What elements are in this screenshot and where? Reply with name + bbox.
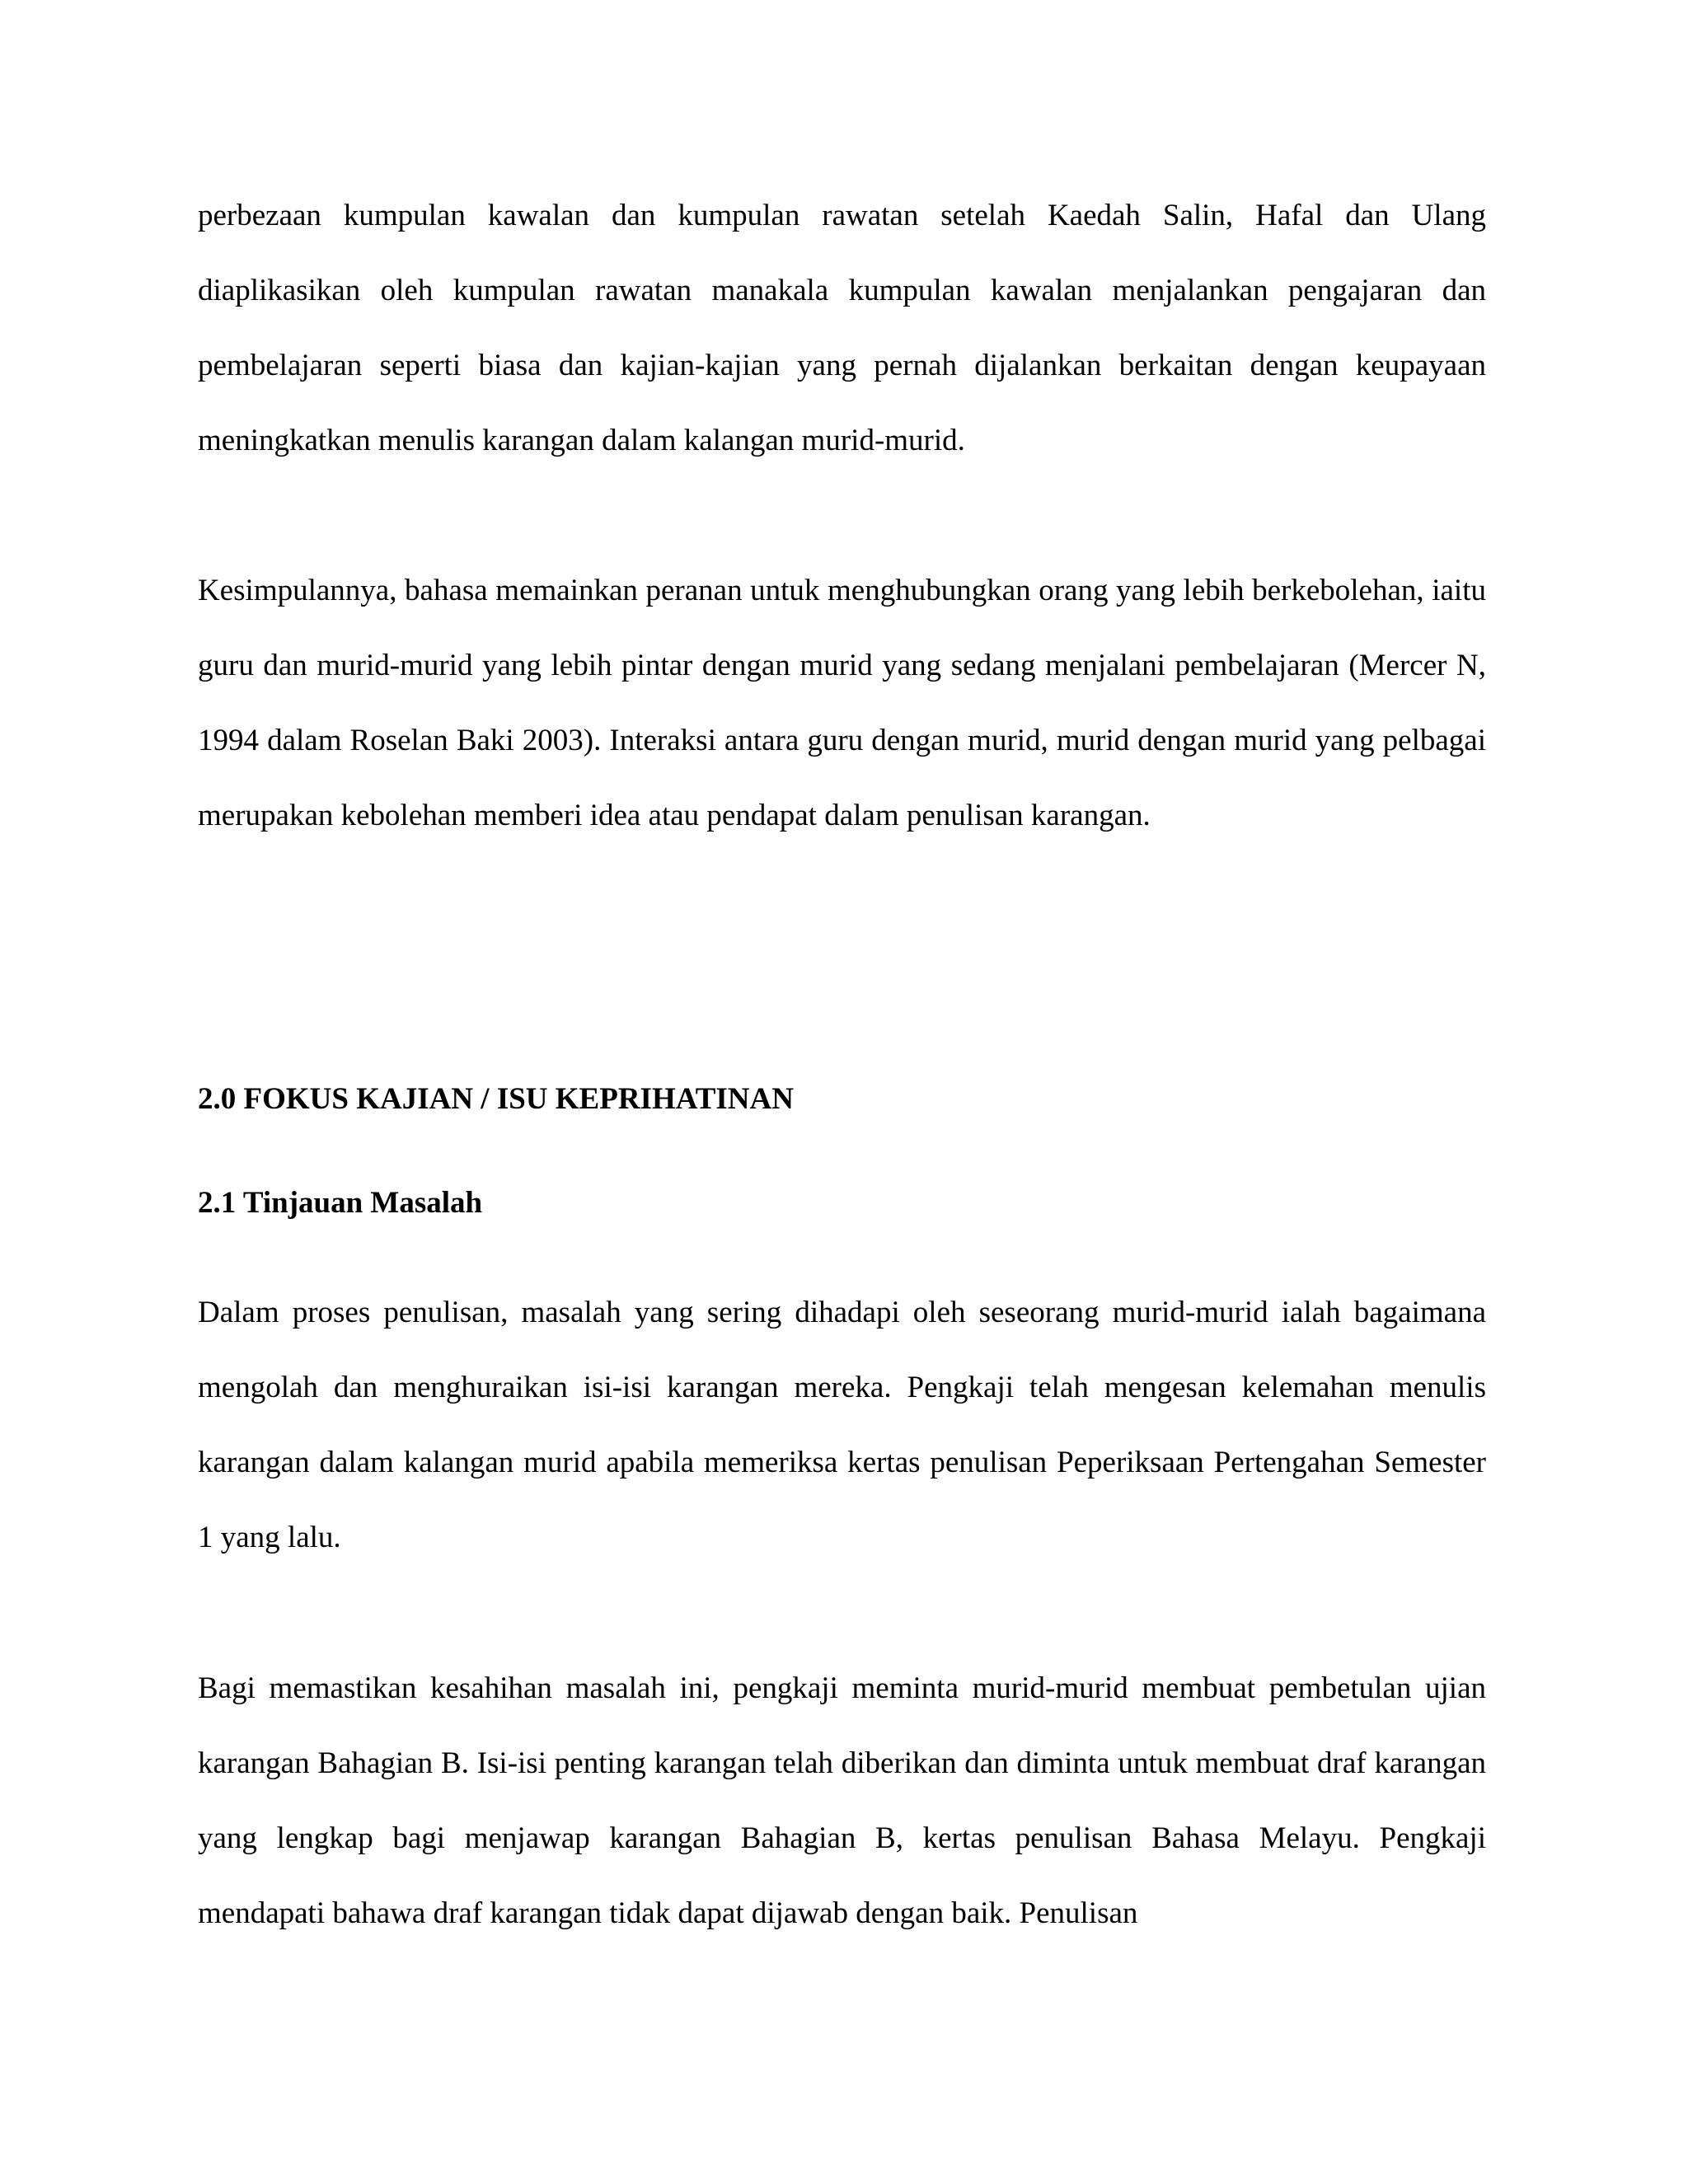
section-heading	[198, 1075, 1486, 1124]
section-title: 2.0 FOKUS KAJIAN / ISU KEPRIHATINAN	[198, 1082, 794, 1116]
paragraph-3	[198, 1275, 1486, 1575]
subsection-heading	[198, 1179, 1486, 1228]
paragraph-4	[198, 1651, 1486, 1951]
subsection-title: 2.1 Tinjauan Masalah	[198, 1186, 483, 1220]
paragraph-text: perbezaan kumpulan kawalan dan kumpulan rawatan setelah Kaedah Salin, Hafal dan Ulang diaplikasikan oleh kumpulan rawatan manakala kumpulan kawalan menjalankan pengajaran dan pembelajaran seperti biasa dan kajian-kajian yang pernah dijalankan berkaitan dengan keupayaan meningkatkan menulis karangan dalam kalangan murid-murid.	[198, 199, 1486, 457]
paragraph-text: Bagi memastikan kesahihan masalah ini, pengkaji meminta murid-murid membuat pembetulan ujian karangan Bahagian B. Isi-isi penting karangan telah diberikan dan diminta untuk membuat draf karangan yang lengkap bagi menjawap karangan Bahagian B, kertas penulisan Bahasa Melayu. Pengkaji mendapati bahawa draf karangan tidak dapat dijawab dengan baik. Penulisan	[198, 1671, 1486, 1930]
paragraph-text: Dalam proses penulisan, masalah yang sering dihadapi oleh seseorang murid-murid ialah bagaimana mengolah dan menghuraikan isi-isi karangan mereka. Pengkaji telah mengesan kelemahan menulis karangan dalam kalangan murid apabila memeriksa kertas penulisan Peperiksaan Pertengahan Semester 1 yang lalu.	[198, 1296, 1486, 1554]
paragraph-text: Kesimpulannya, bahasa memainkan peranan untuk menghubungkan orang yang lebih berkebolehan, iaitu guru dan murid-murid yang lebih pintar dengan murid yang sedang menjalani pembelajaran (Mercer N, 1994 dalam Roselan Baki 2003). Interaksi antara guru dengan murid, murid dengan murid yang pelbagai merupakan kebolehan memberi idea atau pendapat dalam penulisan karangan.	[198, 574, 1486, 832]
paragraph-1	[198, 178, 1486, 478]
paragraph-2	[198, 553, 1486, 853]
